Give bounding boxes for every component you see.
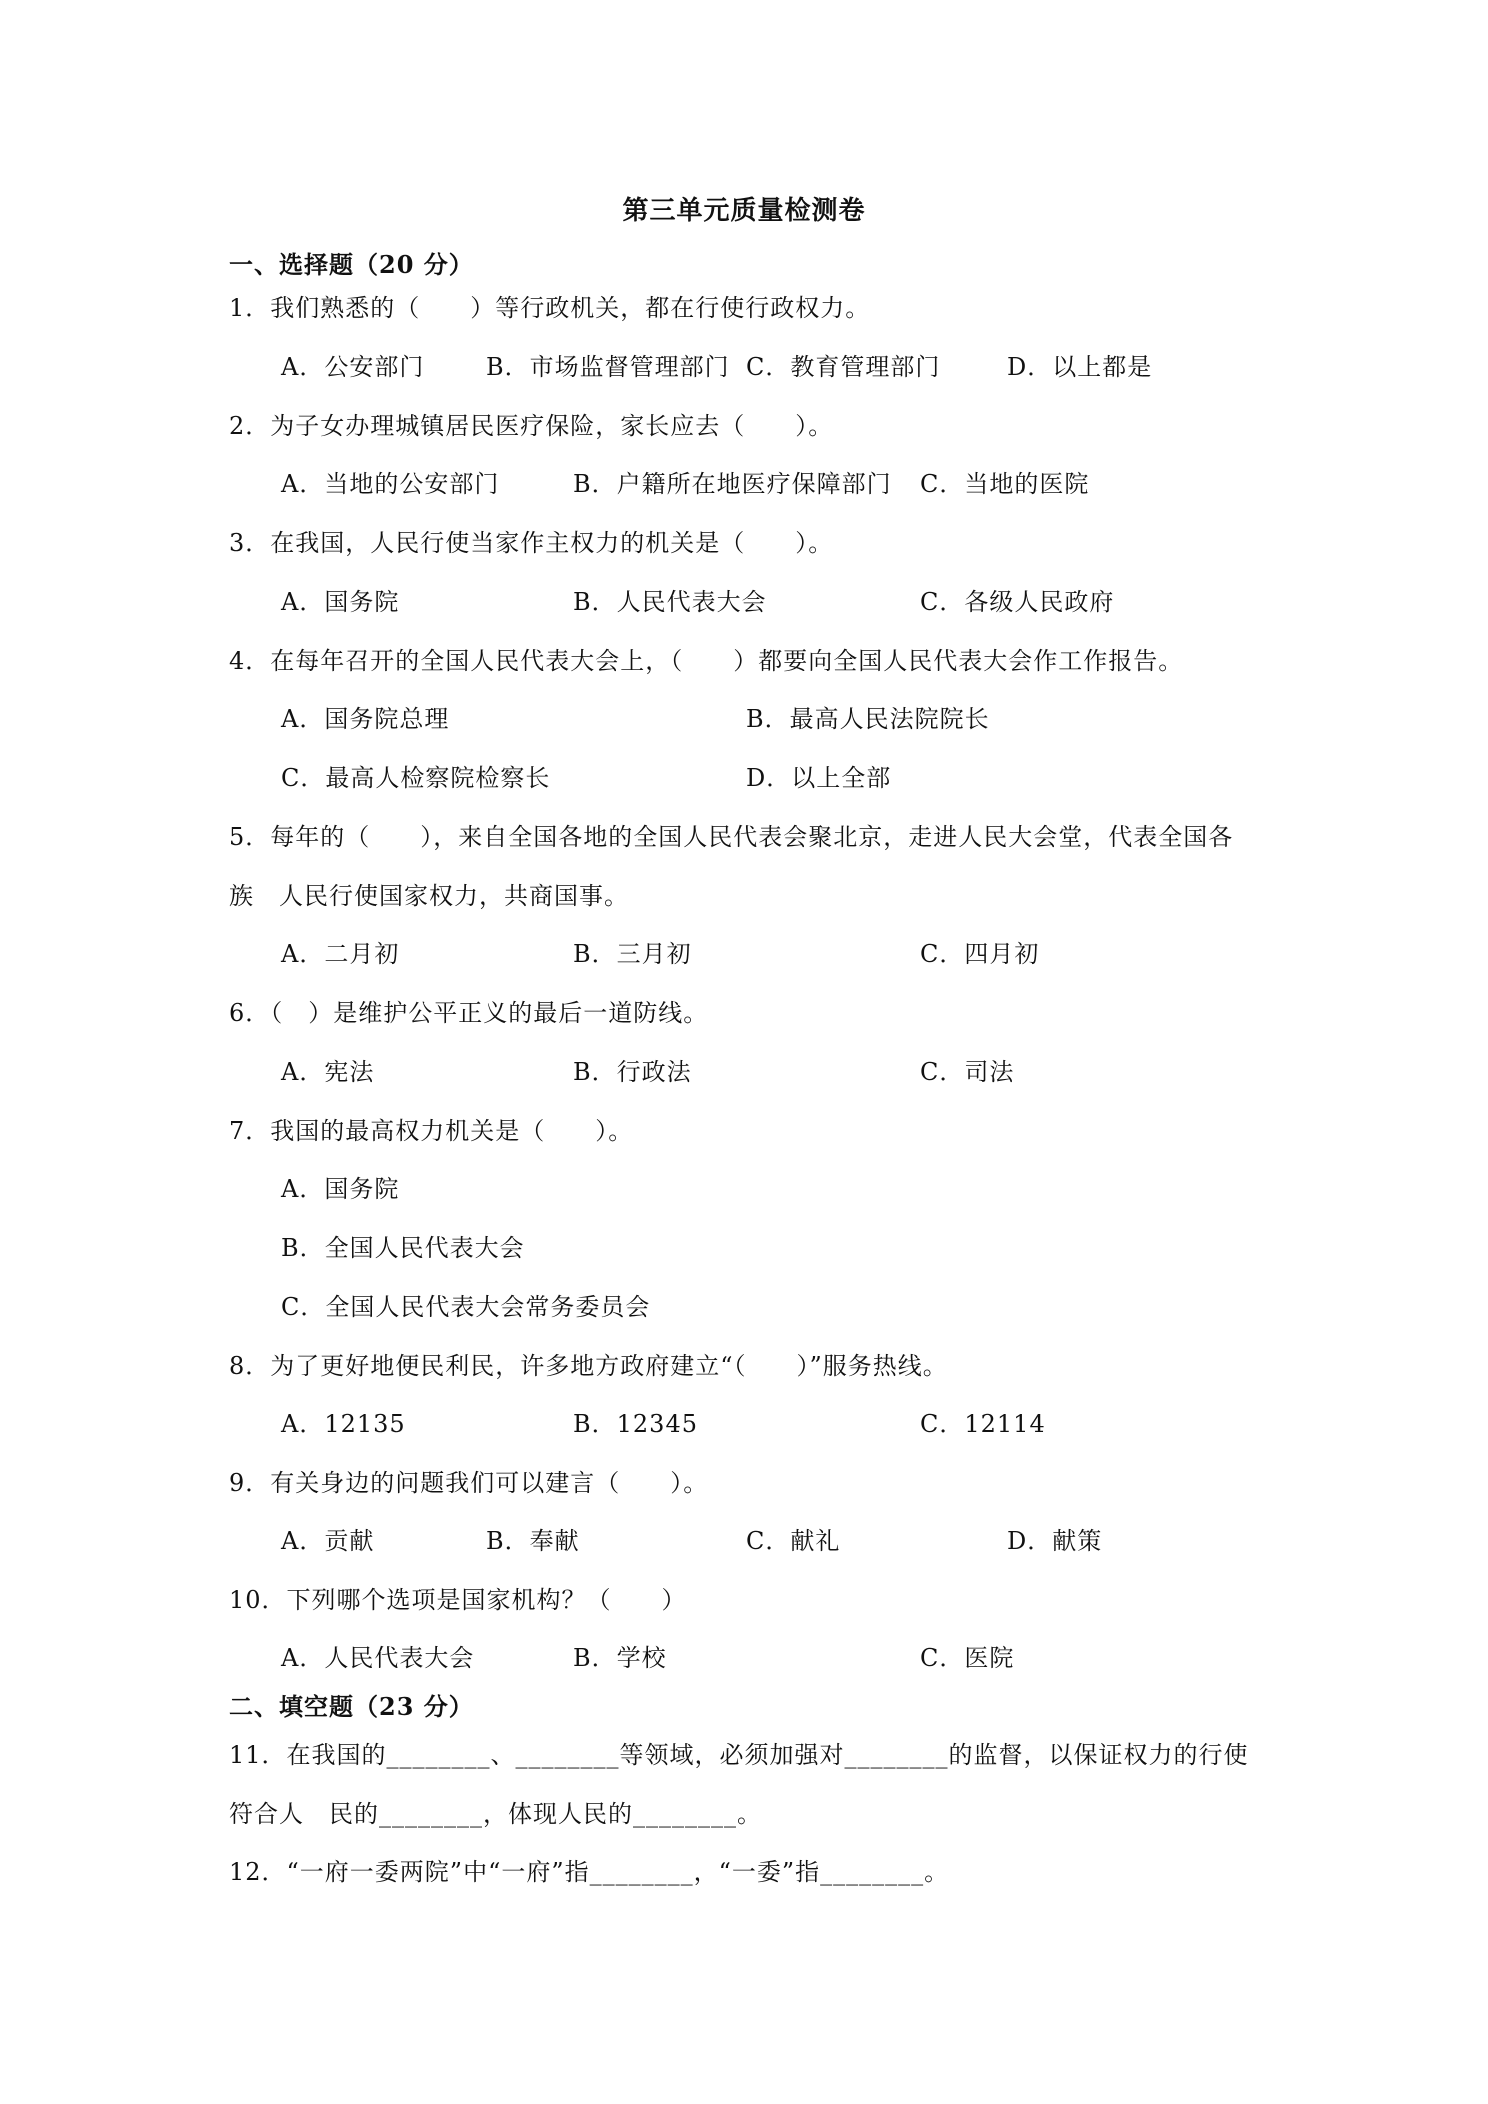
q6-option-a: A．宪法 xyxy=(281,1058,375,1086)
q8-option-a: A．12135 xyxy=(281,1410,406,1438)
q4-option-c: C．最高人检察院检察长 xyxy=(281,764,551,792)
q5-option-c: C．四月初 xyxy=(920,940,1040,968)
question-stem-6: 6．（ ）是维护公平正义的最后一道防线。 xyxy=(229,999,709,1027)
q8-option-c: C．12114 xyxy=(920,1410,1046,1438)
q4-option-b: B．最高人民法院院长 xyxy=(746,705,990,733)
fill-question-11: 11．在我国的________、________等领域，必须加强对________的监督，以保证权力的行使 xyxy=(229,1741,1249,1769)
q7-option-c: C．全国人民代表大会常务委员会 xyxy=(281,1293,651,1321)
question-stem-3: 3．在我国，人民行使当家作主权力的机关是（ ）。 xyxy=(229,529,834,557)
q3-option-b: B．人民代表大会 xyxy=(573,588,767,616)
q1-option-b: B．市场监督管理部门 xyxy=(486,353,730,381)
q3-option-c: C．各级人民政府 xyxy=(920,588,1115,616)
q7-option-b: B．全国人民代表大会 xyxy=(281,1234,525,1262)
question-stem-2: 2．为子女办理城镇居民医疗保险，家长应去（ ）。 xyxy=(229,412,834,440)
q1-option-a: A．公安部门 xyxy=(281,353,425,381)
question-stem-10: 10．下列哪个选项是国家机构？（ ） xyxy=(229,1586,687,1614)
q9-option-a: A．贡献 xyxy=(281,1527,375,1555)
q5-option-b: B．三月初 xyxy=(573,940,692,968)
q10-option-b: B．学校 xyxy=(573,1644,667,1672)
q2-option-c: C．当地的医院 xyxy=(920,470,1090,498)
question-stem-8: 8．为了更好地便民利民，许多地方政府建立“（ ）”服务热线。 xyxy=(229,1352,948,1380)
question-stem-7: 7．我国的最高权力机关是（ ）。 xyxy=(229,1117,634,1145)
q10-option-a: A．人民代表大会 xyxy=(281,1644,475,1672)
q2-option-b: B．户籍所在地医疗保障部门 xyxy=(573,470,892,498)
q7-option-a: A．国务院 xyxy=(281,1175,400,1203)
fill-question-12: 12．“一府一委两院”中“一府”指________，“一委”指________。 xyxy=(229,1858,950,1886)
section-heading-fill: 二、填空题（23 分） xyxy=(229,1692,474,1721)
q6-option-c: C．司法 xyxy=(920,1058,1015,1086)
section-heading-choice: 一、选择题（20 分） xyxy=(229,250,474,279)
q5-option-a: A．二月初 xyxy=(281,940,400,968)
question-stem-1: 1．我们熟悉的（ ）等行政机关，都在行使行政权力。 xyxy=(229,294,871,322)
page-title: 第三单元质量检测卷 xyxy=(622,196,866,226)
q1-option-d: D．以上都是 xyxy=(1007,353,1153,381)
q3-option-a: A．国务院 xyxy=(281,588,400,616)
question-stem-4: 4．在每年召开的全国人民代表大会上，（ ）都要向全国人民代表大会作工作报告。 xyxy=(229,647,1184,675)
q10-option-c: C．医院 xyxy=(920,1644,1015,1672)
q9-option-d: D．献策 xyxy=(1007,1527,1103,1555)
fill-question-11-cont: 符合人 民的________，体现人民的________。 xyxy=(229,1800,762,1828)
q1-option-c: C．教育管理部门 xyxy=(746,353,941,381)
question-stem-5: 5．每年的（ ），来自全国各地的全国人民代表会聚北京，走进人民大会堂，代表全国各 xyxy=(229,823,1234,851)
q8-option-b: B．12345 xyxy=(573,1410,698,1438)
q9-option-b: B．奉献 xyxy=(486,1527,580,1555)
q9-option-c: C．献礼 xyxy=(746,1527,841,1555)
q4-option-a: A．国务院总理 xyxy=(281,705,450,733)
question-stem-9: 9．有关身边的问题我们可以建言（ ）。 xyxy=(229,1469,709,1497)
q2-option-a: A．当地的公安部门 xyxy=(281,470,500,498)
question-stem-5-cont: 族 人民行使国家权力，共商国事。 xyxy=(229,882,629,910)
q6-option-b: B．行政法 xyxy=(573,1058,692,1086)
q4-option-d: D．以上全部 xyxy=(746,764,892,792)
